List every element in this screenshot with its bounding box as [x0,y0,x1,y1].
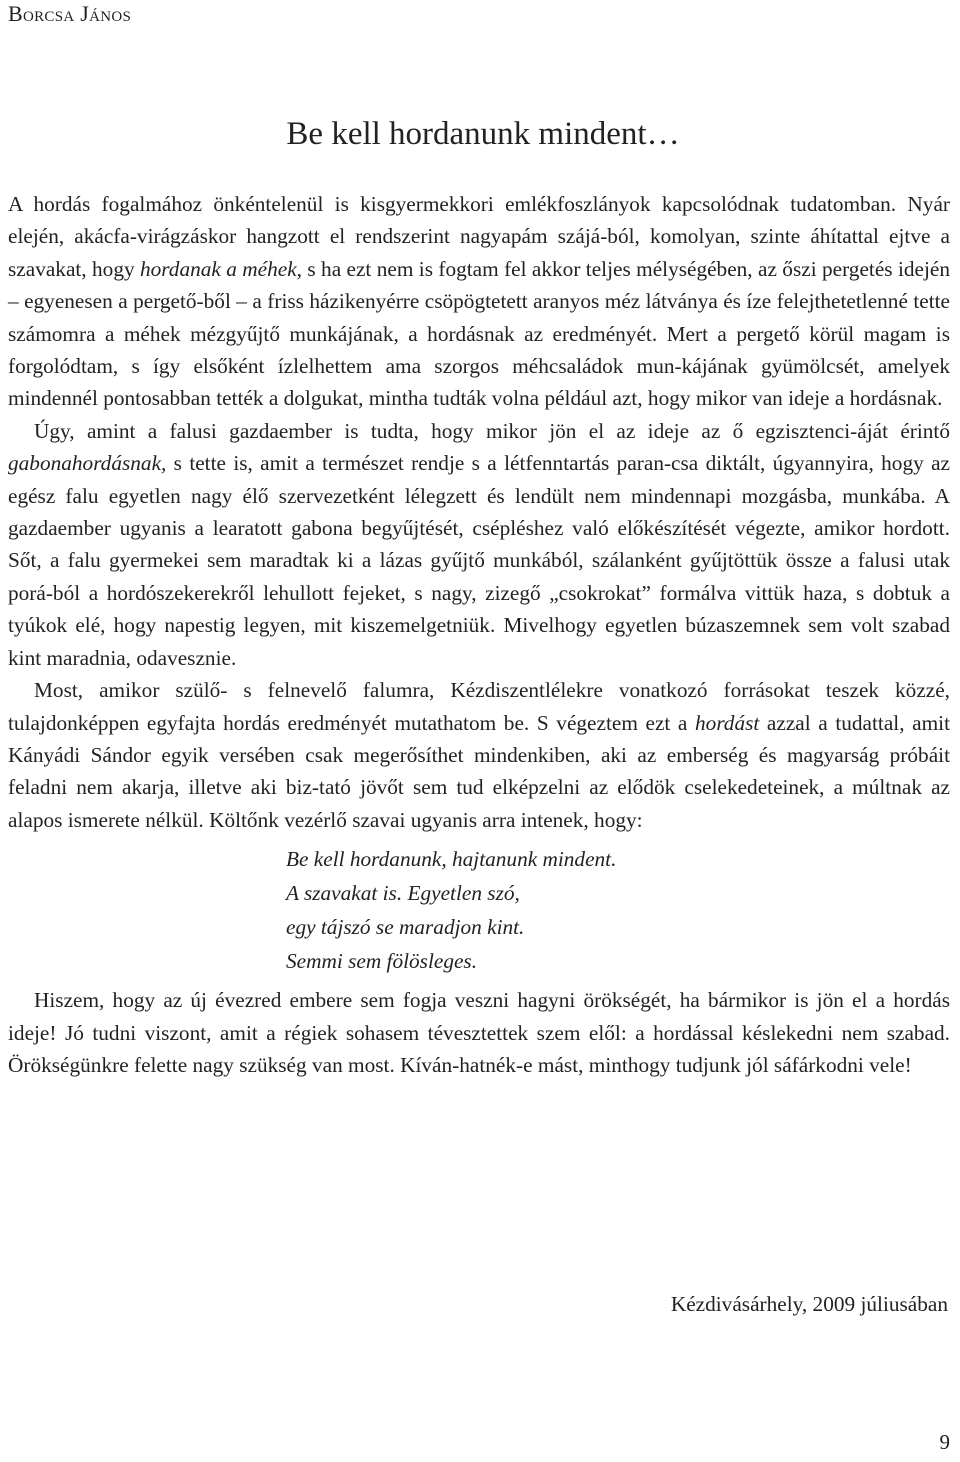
poem-line: Semmi sem fölösleges. [286,949,478,974]
paragraph-2-emphasis: gabonahordásnak, [8,451,167,476]
page-title: Be kell hordanunk mindent… [286,116,680,152]
paragraph-2 [8,415,950,674]
poem-line: egy tájszó se maradjon kint. [286,915,525,940]
body-text [8,188,950,1081]
paragraph-2-text-a: Úgy, amint a falusi gazdaember is tudta, hogy mikor jön el az ideje az ő egzisztenci-áját érintő [34,418,950,443]
paragraph-2-text-b: s tette is, amit a természet rendje s a létfenntartás paran-csa diktált, úgyannyira, hogy az egész falu egyetlen nagy élő szervezetként lélegzett és lendült nem mindennapi mozgásba, munkába. A gazdaember ugyanis a learatott gabona begyűjtését, csépléshez való előkészítését végezte, amikor hordott. Sőt, a falu gyermekei sem maradtak ki a lázas gyűjtő munkából, szálanként gyűjtöttük össze a falusi utak porá-ból a hordószekerekről lehullott fejeket, s nagy, zizegő „csokrokat” formálva vittük haza, s dobtuk a tyúkok elé, hogy napestig legyen, mit kiszemelgetniük. Mivelhogy egyetlen búzaszemnek sem volt szabad kint maradnia, odavesznie. [8,451,950,670]
poem-line: A szavakat is. Egyetlen szó, [286,881,520,906]
paragraph-3-text-b: azzal a tudattal, amit Kányádi Sándor egyik versében csak megerősíthet mindenkiben, aki az emberség és magyarság próbáit feladni nem akarja, illetve aki biz-tató jövőt sem tud elképzelni az elődök cselekedeteinek, a múltnak az alapos ismerete nélkül. Költőnk vezérlő szavai ugyanis arra intenek, hogy: [8,710,951,832]
running-header-author: Borcsa János [8,1,132,26]
paragraph-1-emphasis: hordanak a méhek, [140,256,302,281]
place-date-signature: Kézdivásárhely, 2009 júliusában [670,1292,948,1316]
paragraph-1-text-a: A hordás fogalmához önkéntelenül is kisgyermekkori emlékfoszlányok kapcsolódnak tudatomban. Nyár elején, akácfa-virágzáskor hangzott el rendszerint nagyapám szájá-ból, komolyan, szinte áhítattal ejtve a szavakat, hogy [8,192,950,281]
paragraph-closing: Hiszem, hogy az új évezred embere sem fogja veszni hagyni örökségét, ha bármikor is jön el a hordás ideje! Jó tudni viszont, amit a régiek sohasem tévesztettek szem elől: a hordással késlekedni nem szabad. Örökségünkre felette nagy szükség van most. Kíván-hatnék-e mást, minthogy tudjunk jól sáfárkodni vele! [8,988,950,1077]
paragraph-3-text-a: Most, amikor szülő- s felnevelő falumra, Kézdiszentlélekre vonatkozó forrásokat teszek közzé, tulajdonképpen egyfajta hordás eredményét mutathatom be. S végeztem ezt a [8,678,950,735]
page-number: 9 [939,1430,950,1454]
paragraph-3-emphasis: hordást [695,710,760,735]
poem-line: Be kell hordanunk, hajtanunk mindent. [286,847,617,872]
poem-quote [286,842,950,978]
paragraph-1-text-b: s ha ezt nem is fogtam fel akkor teljes mélységében, az őszi pergetés idején – egyenesen a pergető-ből – a friss házikenyérre csöpögtetett aranyos méz látványa és íze felejthetetlenné tette számomra a méhek mézgyűjtő munkájának, a hordásnak az eredményét. Mert a pergető körül magam is forgolódtam, s így elsőként ízlelhettem ama szorgos méhcsaládok mun-kájának gyümölcsét, amelyek mindennél pontosabban tették a dolgukat, mintha tudták volna például azt, hogy mikor van ideje a hordásnak. [8,256,950,411]
paragraph-3 [8,674,950,836]
paragraph-1 [8,188,950,415]
